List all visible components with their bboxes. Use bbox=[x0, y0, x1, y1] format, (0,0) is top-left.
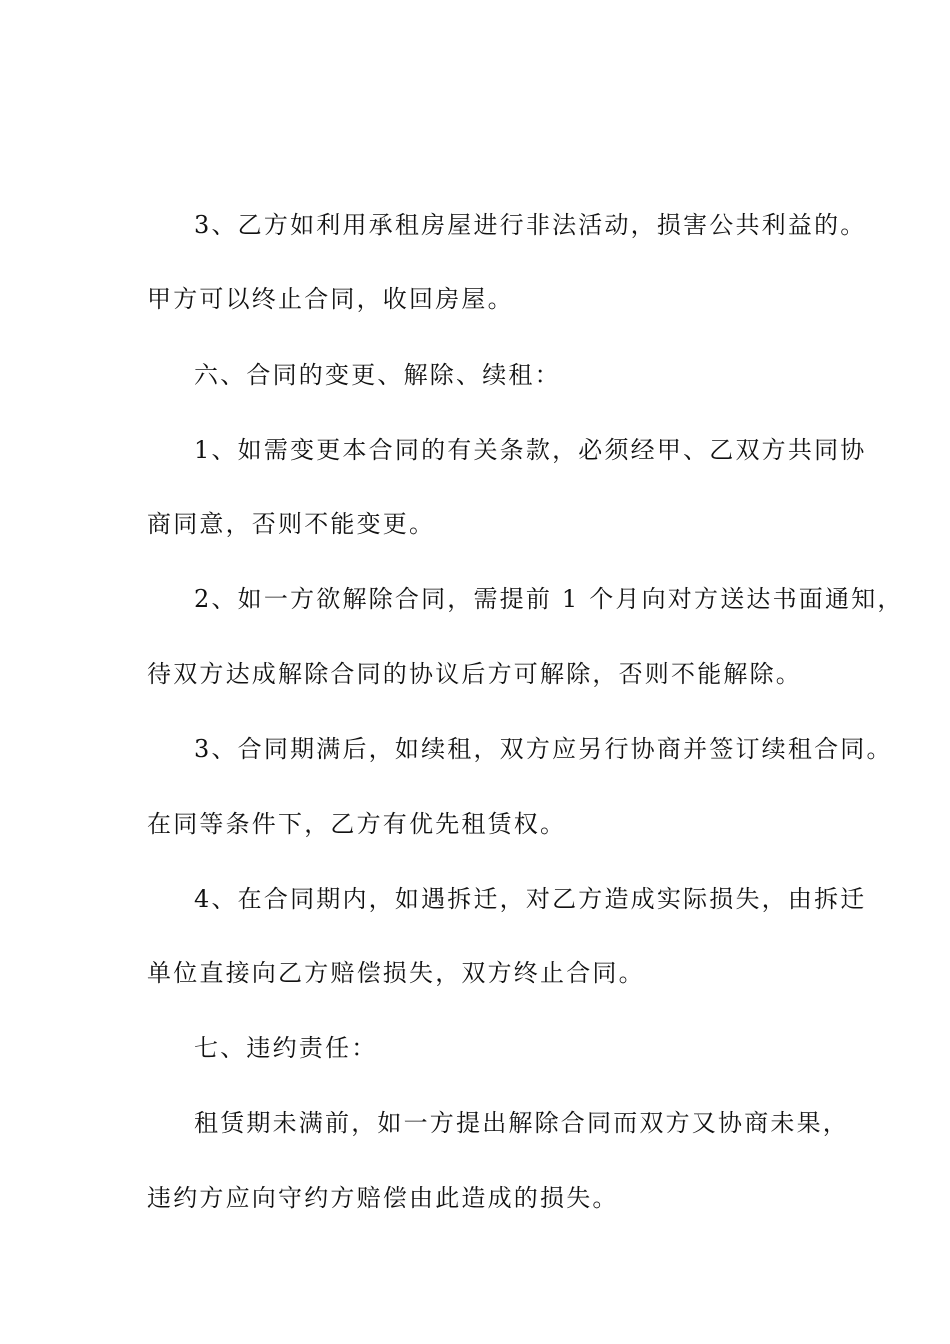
paragraph-line: 3、合同期满后，如续租，双方应另行协商并签订续租合同。 bbox=[194, 735, 893, 763]
paragraph-line: 单位直接向乙方赔偿损失，双方终止合同。 bbox=[147, 959, 645, 987]
paragraph-line: 违约方应向守约方赔偿由此造成的损失。 bbox=[147, 1184, 619, 1212]
paragraph-line: 租赁期未满前，如一方提出解除合同而双方又协商未果， bbox=[194, 1109, 849, 1137]
section-heading: 六、合同的变更、解除、续租： bbox=[194, 361, 561, 389]
paragraph-line: 在同等条件下，乙方有优先租赁权。 bbox=[147, 810, 567, 838]
section-heading: 七、违约责任： bbox=[194, 1034, 378, 1062]
paragraph-line: 4、在合同期内，如遇拆迁，对乙方造成实际损失，由拆迁 bbox=[194, 885, 867, 913]
paragraph-line: 甲方可以终止合同，收回房屋。 bbox=[147, 285, 514, 313]
paragraph-line: 2、如一方欲解除合同，需提前 1 个月向对方送达书面通知， bbox=[194, 585, 904, 613]
paragraph-line: 商同意，否则不能变更。 bbox=[147, 510, 436, 538]
paragraph-line: 待双方达成解除合同的协议后方可解除，否则不能解除。 bbox=[147, 660, 802, 688]
paragraph-line: 1、如需变更本合同的有关条款，必须经甲、乙双方共同协 bbox=[194, 436, 867, 464]
paragraph-line: 3、乙方如利用承租房屋进行非法活动，损害公共利益的。 bbox=[194, 211, 867, 239]
